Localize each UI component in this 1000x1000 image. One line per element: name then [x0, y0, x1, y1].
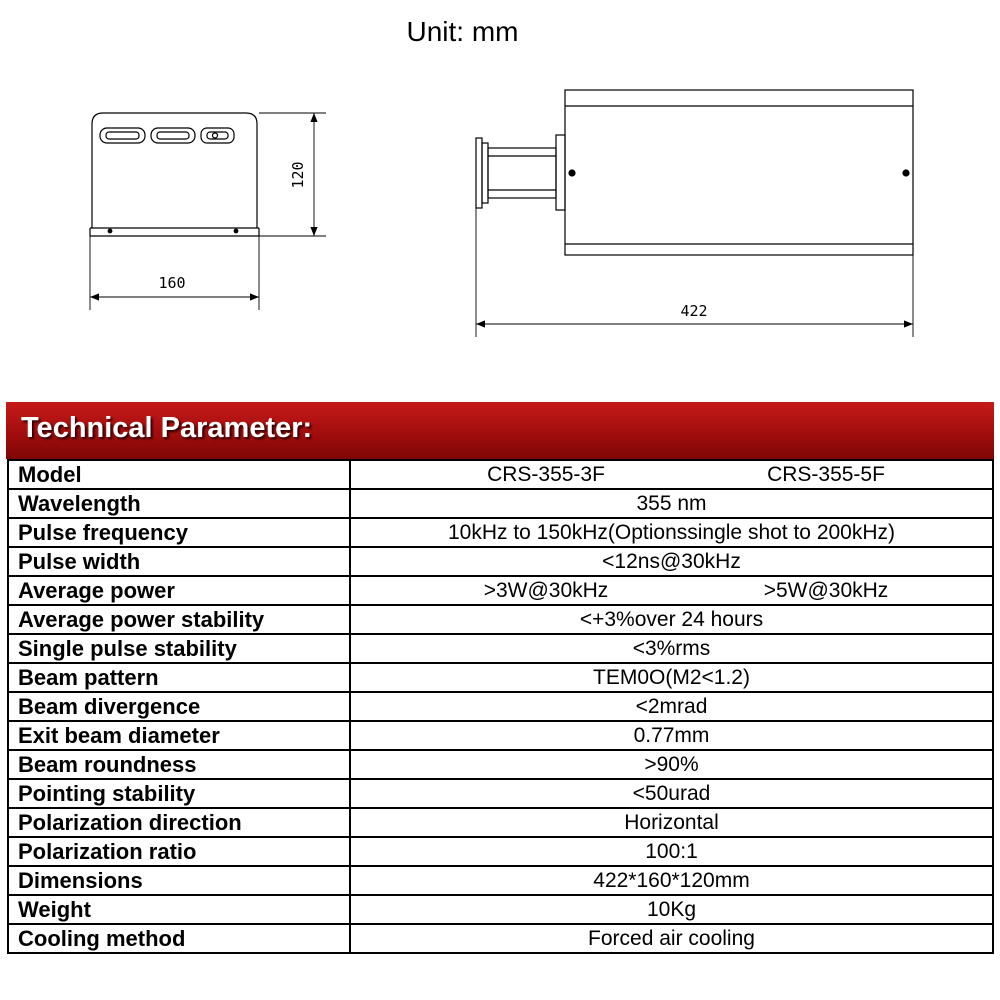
param-label: Beam divergence — [8, 692, 350, 721]
table-row — [8, 692, 993, 721]
table-row — [8, 779, 993, 808]
param-label: Pulse width — [8, 547, 350, 576]
unit-label: Unit: mm — [406, 16, 519, 47]
front-view — [90, 113, 326, 310]
side-length-dim: 422 — [680, 302, 708, 320]
table-row — [8, 750, 993, 779]
table-row — [8, 489, 993, 518]
table-row — [8, 808, 993, 837]
table-row — [8, 460, 993, 489]
param-label: Pulse frequency — [8, 518, 350, 547]
param-value: 10kHz to 150kHz(Optionssingle shot to 200kHz) — [350, 518, 993, 547]
param-label: Polarization ratio — [8, 837, 350, 866]
param-label: Wavelength — [8, 489, 350, 518]
param-value: >90% — [350, 750, 993, 779]
model-5f: CRS-355-5F — [767, 463, 885, 486]
param-value: <50urad — [350, 779, 993, 808]
param-label: Average power stability — [8, 605, 350, 634]
spec-table — [7, 459, 994, 954]
table-row — [8, 518, 993, 547]
table-row — [8, 866, 993, 895]
param-label: Pointing stability — [8, 779, 350, 808]
model-3f: CRS-355-3F — [487, 463, 605, 486]
param-label: Average power — [8, 576, 350, 605]
param-value: 422*160*120mm — [350, 866, 993, 895]
table-row — [8, 895, 993, 924]
table-row — [8, 663, 993, 692]
param-value — [350, 460, 993, 489]
section-title: Technical Parameter: — [21, 412, 313, 444]
param-value: TEM0O(M2<1.2) — [350, 663, 993, 692]
param-value: <2mrad — [350, 692, 993, 721]
front-height-dim: 120 — [289, 161, 307, 189]
param-value: 10Kg — [350, 895, 993, 924]
param-value: <+3%over 24 hours — [350, 605, 993, 634]
param-label: Beam pattern — [8, 663, 350, 692]
param-label: Dimensions — [8, 866, 350, 895]
param-value: Forced air cooling — [350, 924, 993, 953]
param-value: <12ns@30kHz — [350, 547, 993, 576]
table-row — [8, 837, 993, 866]
param-value: 355 nm — [350, 489, 993, 518]
param-value: 100:1 — [350, 837, 993, 866]
section-header — [6, 402, 994, 459]
table-row — [8, 634, 993, 663]
param-label: Model — [8, 460, 350, 489]
param-label: Exit beam diameter — [8, 721, 350, 750]
connector-3-icon — [201, 128, 234, 143]
power-3f: >3W@30kHz — [483, 579, 609, 602]
table-row — [8, 576, 993, 605]
front-width-dim: 160 — [158, 274, 186, 292]
param-value — [350, 576, 993, 605]
param-label: Weight — [8, 895, 350, 924]
connector-2-icon — [151, 128, 195, 143]
param-label: Single pulse stability — [8, 634, 350, 663]
param-label: Beam roundness — [8, 750, 350, 779]
table-row — [8, 924, 993, 953]
connector-1-icon — [100, 128, 145, 143]
table-row — [8, 605, 993, 634]
side-view — [476, 90, 913, 337]
param-label: Cooling method — [8, 924, 350, 953]
param-value: Horizontal — [350, 808, 993, 837]
param-label: Polarization direction — [8, 808, 350, 837]
param-value: <3%rms — [350, 634, 993, 663]
table-row — [8, 721, 993, 750]
power-5f: >5W@30kHz — [763, 579, 889, 602]
dimension-drawing — [0, 0, 1000, 400]
table-row — [8, 547, 993, 576]
param-value: 0.77mm — [350, 721, 993, 750]
